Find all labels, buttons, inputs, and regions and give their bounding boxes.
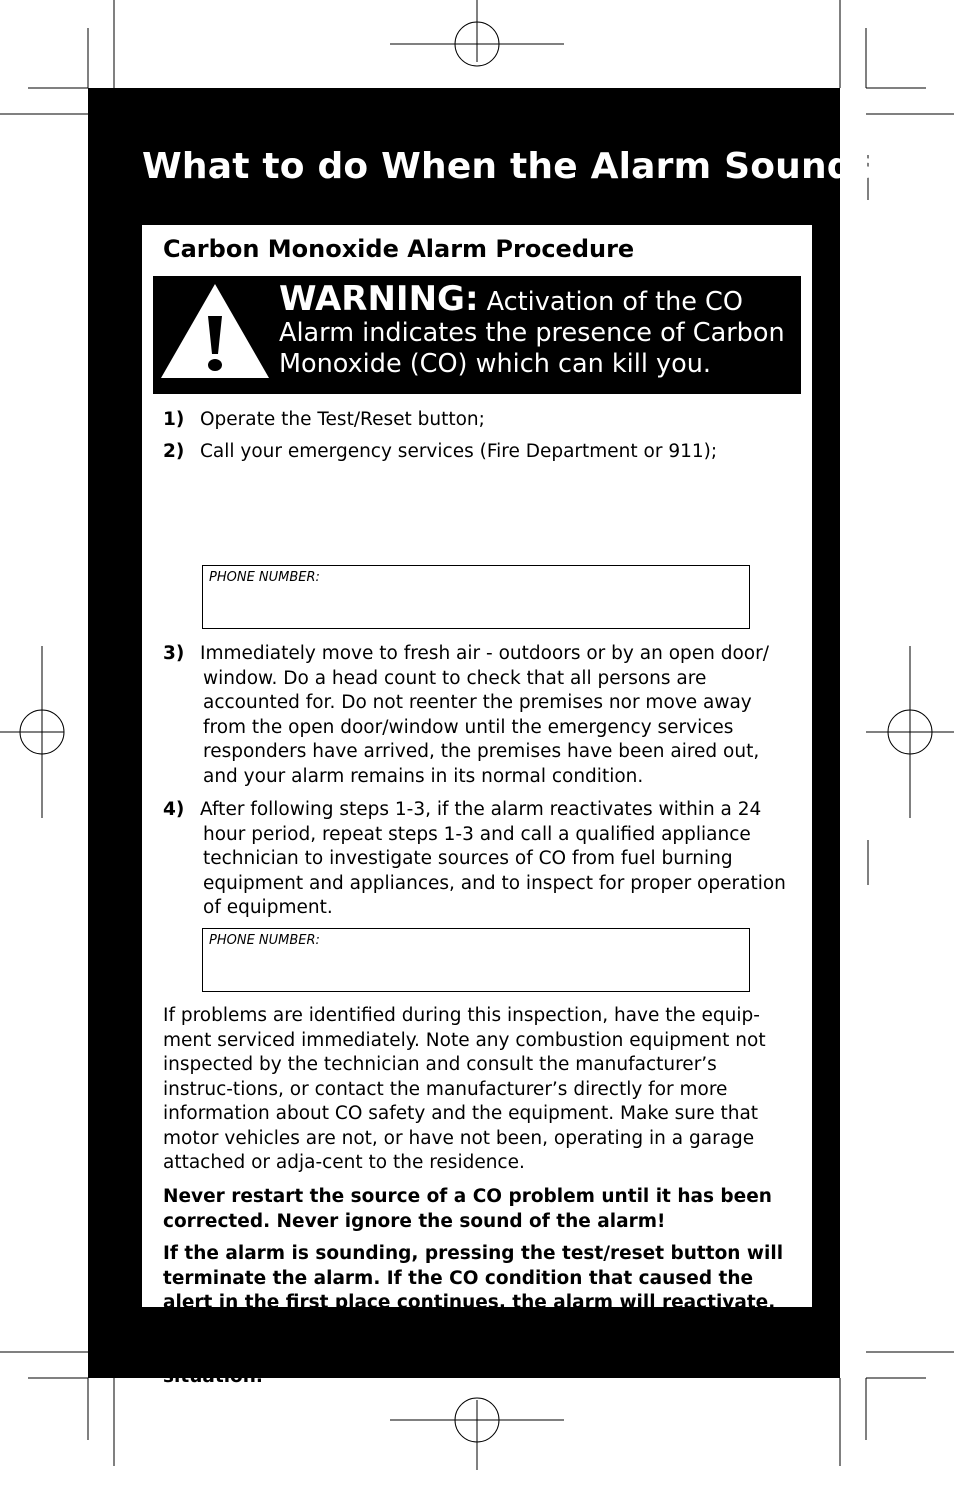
alarm-instructions-panel <box>88 88 892 1387</box>
step-text: Operate the Test/Reset button; <box>200 409 485 430</box>
step-text: Call your emergency services (Fire Department or 911); <box>200 441 718 462</box>
page-title: What to do When the Alarm Sounds! <box>142 146 892 187</box>
reset-note: If the alarm is sounding, pressing the test/reset button will terminate the alarm. If the CO condition that caused the alert in the first place continues, the alarm will reactivate. If the unit alarms again within six minutes, it is sensing high levels of CO which can quickly become a dangerous situation. <box>163 1243 784 1387</box>
phone-number-label: PHONE NUMBER: <box>209 570 320 585</box>
inspection-paragraph: If problems are identified during this inspection, have the equip-ment serviced immediately. Note any combustion equipment not inspected by the technician and consult the manufacturer’s instruc-tions, or contact the manufacturer’s directly for more information about CO safety and the equipment. Make sure that motor vehicles are not, or have not been, operating in a garage attached or adja-cent to the residence. <box>163 1005 766 1173</box>
phone-number-label: PHONE NUMBER: <box>209 933 320 948</box>
step-text: After following steps 1-3, if the alarm reactivates within a 24 hour period, repeat steps 1-3 and call a qualified appliance technician to investigate sources of CO from fuel burning equipment and appliances, and to inspect for proper operation of equipment. <box>200 799 786 918</box>
phone-number-field[interactable] <box>202 565 750 629</box>
step-4 <box>163 798 789 921</box>
step-1 <box>163 408 789 433</box>
warning-message <box>279 279 795 380</box>
procedure-card <box>142 225 812 1387</box>
step-number: 3) <box>163 643 185 664</box>
step-2 <box>163 440 789 465</box>
section-title: Carbon Monoxide Alarm Procedure <box>163 235 635 263</box>
step-3 <box>163 642 789 789</box>
step-text: Immediately move to fresh air - outdoors or by an open door/ window. Do a head count to check that all persons are accounted for. Do not reenter the premises nor move away from the open door/window until the emergency services responders have arrived, the premises have been aired out, and your alarm remains in its normal condition. <box>200 643 769 787</box>
step-number: 2) <box>163 441 185 462</box>
warning-note: Never restart the source of a CO problem until it has been corrected. Never ignore the sound of the alarm! <box>163 1186 772 1232</box>
step-number: 4) <box>163 799 185 820</box>
warning-box <box>153 276 801 394</box>
warning-triangle-icon <box>159 282 271 380</box>
warning-text: Activation of the CO Alarm indicates the presence of Carbon Monoxide (CO) which can kill you. <box>279 287 785 379</box>
step-number: 1) <box>163 409 185 430</box>
warning-label: WARNING: <box>279 279 479 319</box>
phone-number-field[interactable] <box>202 928 750 992</box>
